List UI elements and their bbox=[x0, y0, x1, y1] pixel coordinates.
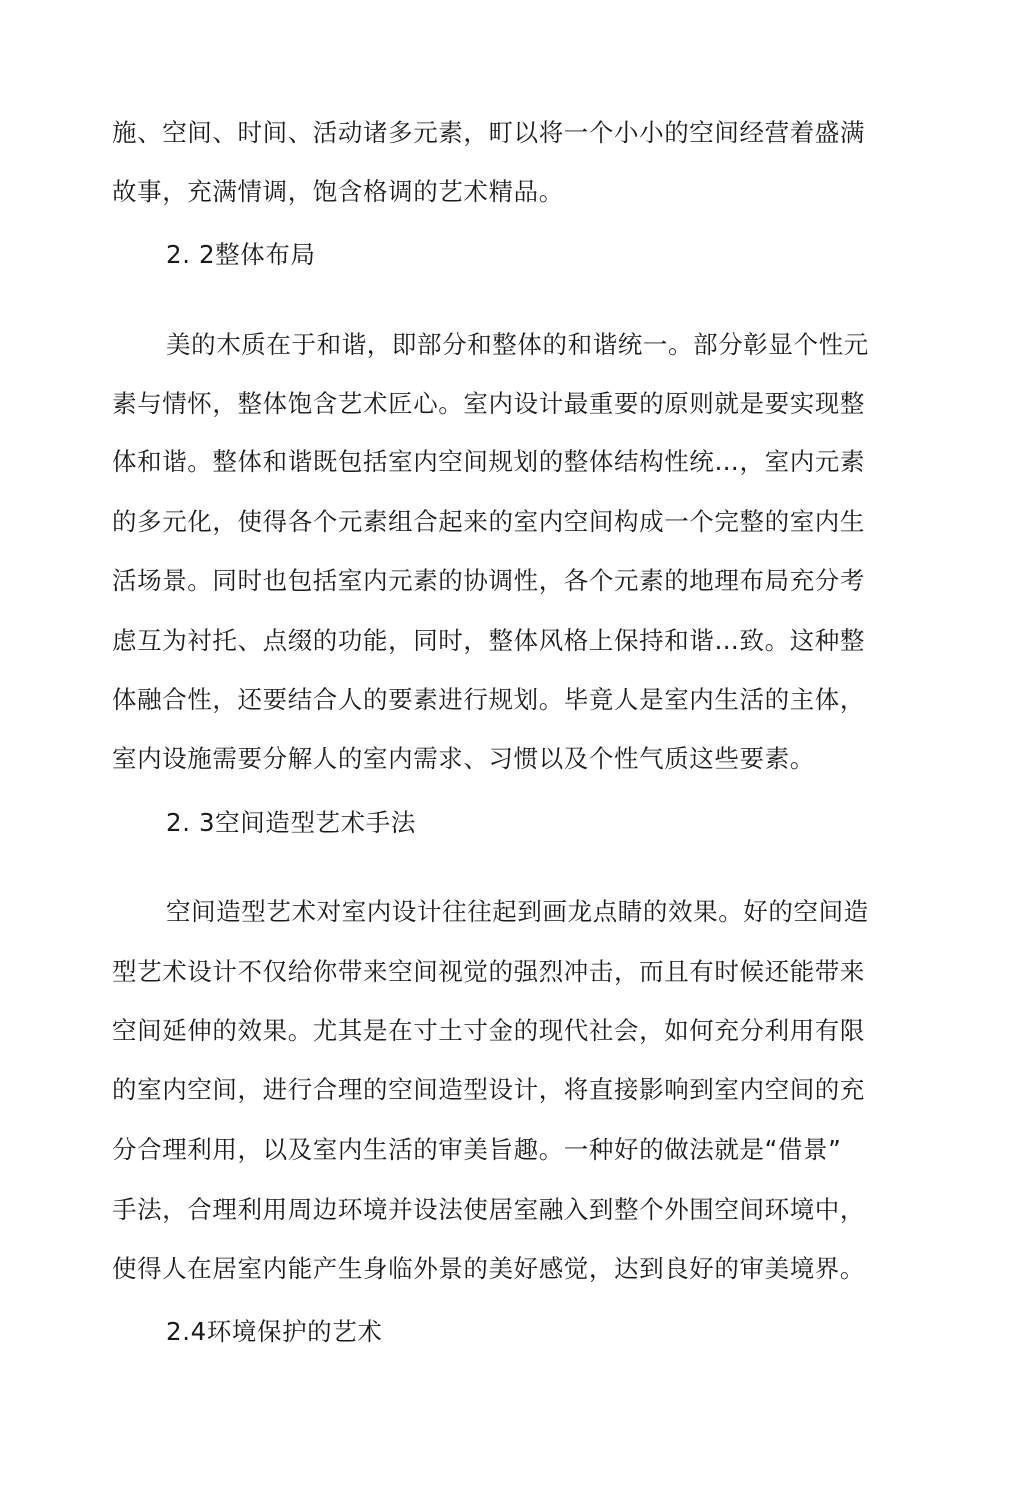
paragraph-line: 体融合性，还要结合人的要素进行规划。毕竟人是室内生活的主体， bbox=[112, 685, 865, 714]
paragraph-line: 分合理利用，以及室内生活的审美旨趣。一种好的做法就是“借景” bbox=[112, 1135, 842, 1164]
paragraph-line: 的多元化，使得各个元素组合起来的室内空间构成一个完整的室内生 bbox=[112, 507, 865, 536]
paragraph-line: 施、空间、时间、活动诸多元素，町以将一个小小的空间经营着盛满 bbox=[112, 118, 865, 147]
paragraph-line: 体和谐。整体和谐既包括室内空间规划的整体结构性统…，室内元素 bbox=[112, 447, 865, 476]
paragraph-line: 活场景。同时也包括室内元素的协调性，各个元素的地理布局充分考 bbox=[112, 566, 865, 595]
paragraph-line: 故事，充满情调，饱含格调的艺术精品。 bbox=[112, 177, 564, 206]
paragraph-line: 空间延伸的效果。尤其是在寸土寸金的现代社会，如何充分利用有限 bbox=[112, 1016, 865, 1045]
paragraph-line: 使得人在居室内能产生身临外景的美好感觉，达到良好的审美境界。 bbox=[112, 1254, 865, 1283]
paragraph-line: 的室内空间，进行合理的空间造型设计，将直接影响到室内空间的充 bbox=[112, 1075, 865, 1104]
paragraph-line: 虑互为衬托、点缀的功能，同时，整体风格上保持和谐…致。这种整 bbox=[112, 626, 865, 655]
section-heading: 2.4环境保护的艺术 bbox=[166, 1317, 383, 1346]
paragraph-line: 美的木质在于和谐，即部分和整体的和谐统一。部分彰显个性元 bbox=[166, 330, 869, 359]
paragraph-line: 手法，合理利用周边环境并设法使居室融入到整个外围空间环境中， bbox=[112, 1195, 865, 1224]
paragraph-line: 素与情怀，整体饱含艺术匠心。室内设计最重要的原则就是要实现整 bbox=[112, 389, 865, 418]
paragraph-line: 室内设施需要分解人的室内需求、习惯以及个性气质这些要素。 bbox=[112, 744, 815, 773]
section-heading: 2. 3空间造型艺术手法 bbox=[166, 808, 416, 837]
section-heading: 2. 2整体布局 bbox=[166, 240, 316, 269]
paragraph-line: 型艺术设计不仅给你带来空间视觉的强烈冲击，而且有时候还能带来 bbox=[112, 957, 865, 986]
paragraph-line: 空间造型艺术对室内设计往往起到画龙点睛的效果。好的空间造 bbox=[166, 897, 869, 926]
